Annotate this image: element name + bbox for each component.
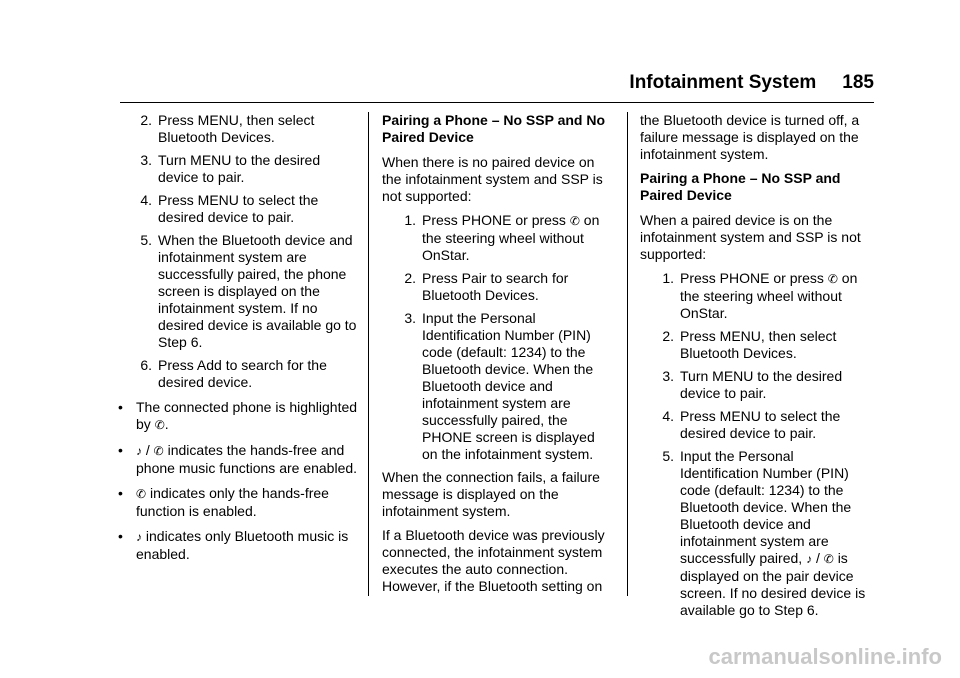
bluetooth-music-icon: ♪ xyxy=(136,444,142,458)
list-item: 3. Turn MENU to the desired device to pair. xyxy=(662,368,843,401)
bluetooth-music-icon: ♪ xyxy=(136,530,142,544)
list-item: 1. Press PHONE or press ✆ on the steering wheel without OnStar. xyxy=(404,212,600,263)
column-divider xyxy=(627,112,628,596)
column-3 xyxy=(640,112,872,625)
list-item: 2. Press MENU, then select Bluetooth Devices. xyxy=(662,328,837,361)
watermark: carmanualsonline.info xyxy=(708,644,942,669)
paragraph: When a paired device is on the infotainment system and SSP is not supported: xyxy=(640,212,861,262)
list-item: 2. Press Pair to search for Bluetooth Devices. xyxy=(404,270,569,303)
section-heading: Pairing a Phone – No SSP and Paired Device xyxy=(640,170,841,203)
bluetooth-music-icon: ♪ xyxy=(806,552,813,566)
list-item: 5. Input the Personal Identification Number (PIN) code (default: 1234) to the Bluetooth device. When the Bluetooth device and infotainment system are successfully paired, ♪ / ✆ is displayed on the pair device screen. If no desired device is available go to Step 6. xyxy=(662,448,866,618)
bullet-item: • ✆ indicates only the hands-free function is enabled. xyxy=(118,485,329,519)
column-divider xyxy=(368,112,369,596)
phone-handset-icon: ✆ xyxy=(823,552,834,566)
steering-phone-icon: ✆ xyxy=(569,214,580,228)
page-number: 185 xyxy=(842,72,874,93)
phone-handset-icon: ✆ xyxy=(136,487,147,501)
paragraph: If a Bluetooth device was previously connected, the infotainment system executes the auto connection. However, if the Bluetooth setting on xyxy=(382,527,605,594)
list-item: 2. Press MENU, then select Bluetooth Devices. xyxy=(140,112,315,145)
list-item: 6. Press Add to search for the desired device. xyxy=(140,357,327,390)
list-item: 1. Press PHONE or press ✆ on the steering wheel without OnStar. xyxy=(662,270,858,321)
list-item: 4. Press MENU to select the desired device to pair. xyxy=(662,408,841,441)
paragraph: the Bluetooth device is turned off, a failure message is displayed on the infotainment system. xyxy=(640,112,860,162)
phone-handset-icon: ✆ xyxy=(154,418,165,432)
column-1 xyxy=(118,112,358,571)
bullet-item: • The connected phone is highlighted by ✆. xyxy=(118,399,358,432)
section-title: Infotainment System xyxy=(629,72,817,93)
steering-phone-icon: ✆ xyxy=(827,272,838,286)
column-2 xyxy=(382,112,614,602)
bullet-item: • ♪ indicates only Bluetooth music is enabled. xyxy=(118,528,349,562)
list-item: 4. Press MENU to select the desired device to pair. xyxy=(140,192,319,225)
list-item: 3. Turn MENU to the desired device to pair. xyxy=(140,152,321,185)
list-item: 5. When the Bluetooth device and infotainment system are successfully paired, the phone screen is displayed on the infotainment system. If no desired device is available go to Step 6. xyxy=(140,232,357,350)
section-heading: Pairing a Phone – No SSP and No Paired Device xyxy=(382,112,606,145)
bullet-item: • ♪ / ✆ indicates the hands-free and phone music functions are enabled. xyxy=(118,442,358,476)
phone-handset-icon: ✆ xyxy=(153,444,164,458)
header-rule xyxy=(120,102,874,103)
page-header xyxy=(629,72,874,94)
paragraph: When the connection fails, a failure message is displayed on the infotainment system. xyxy=(382,469,600,519)
paragraph: When there is no paired device on the infotainment system and SSP is not supported: xyxy=(382,154,603,204)
list-item: 3. Input the Personal Identification Number (PIN) code (default: 1234) to the Bluetooth device. When the Bluetooth device and infotainment system are successfully paired, the PHONE screen is displayed on the infotainment system. xyxy=(404,310,595,462)
